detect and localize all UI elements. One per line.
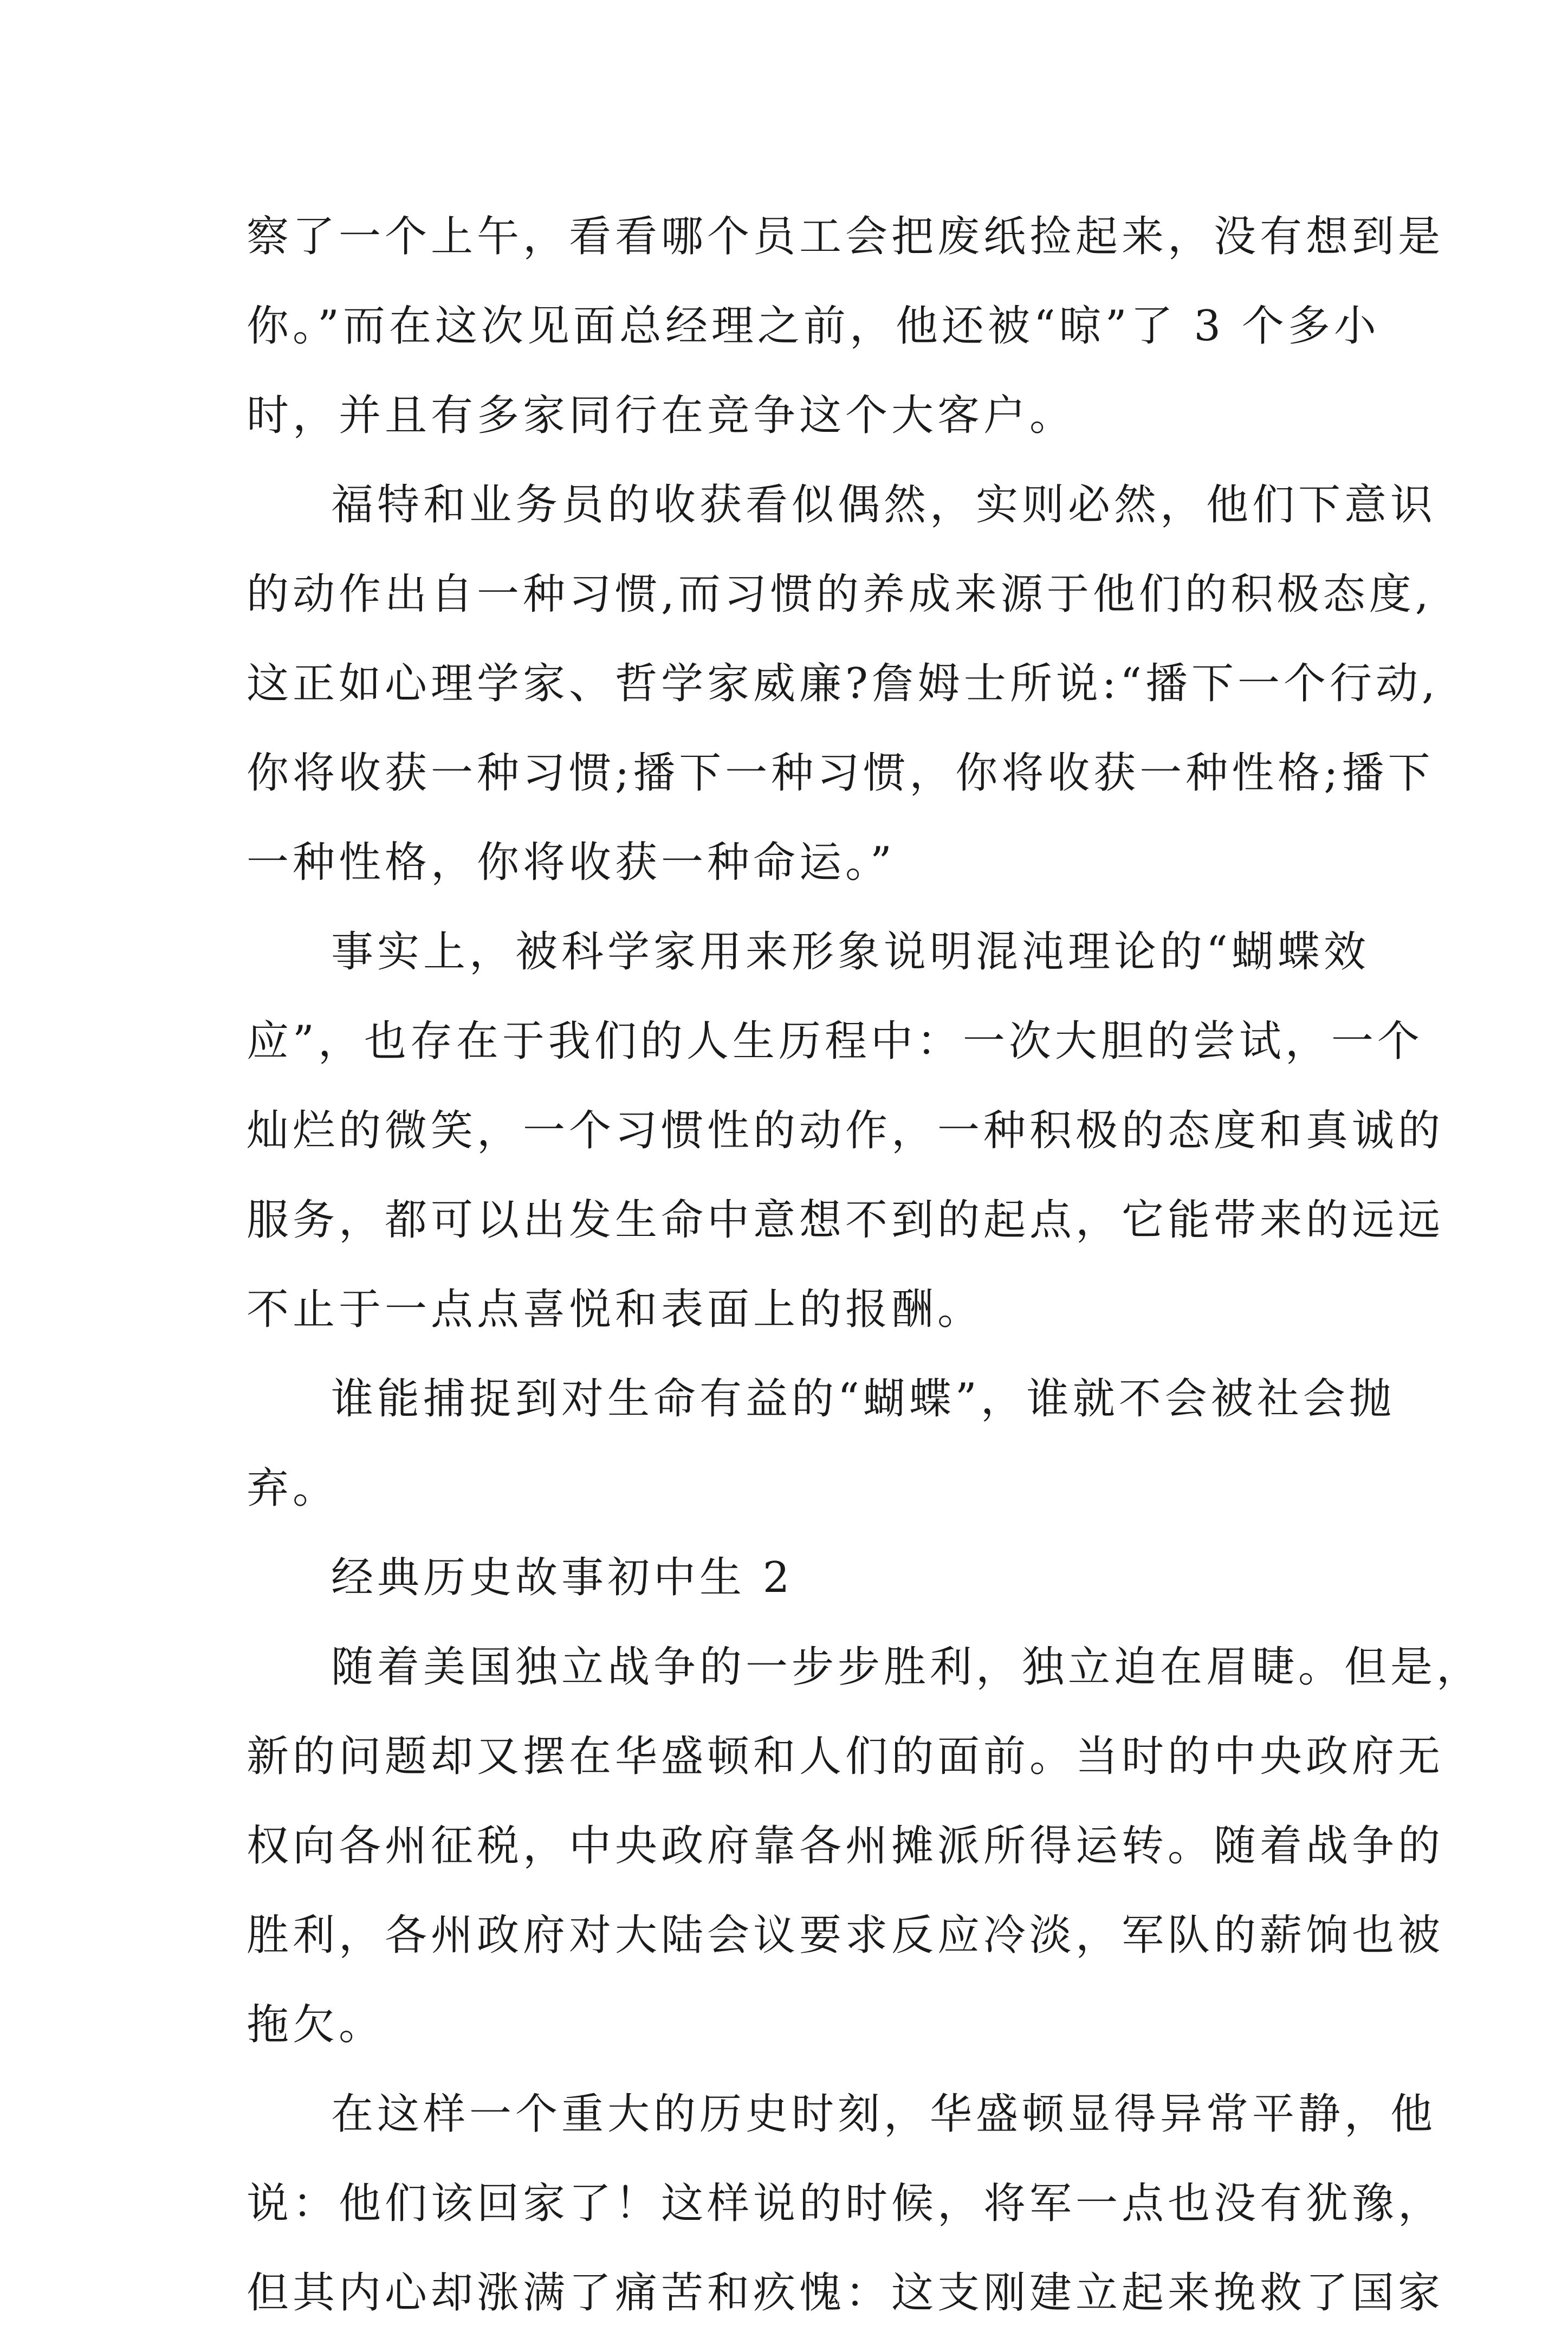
text-line: 拖欠。 [247, 2000, 385, 2049]
text-line: 灿烂的微笑，一个习惯性的动作，一种积极的态度和真诚的 [247, 1106, 1444, 1155]
section-heading [247, 1533, 1341, 1623]
paragraph [247, 461, 1439, 908]
text-line: 权向各州征税，中央政府靠各州摊派所得运转。随着战争的 [247, 1822, 1444, 1870]
paragraph [247, 908, 1444, 1355]
text-line: 察了一个上午，看看哪个员工会把废纸捡起来，没有想到是 [247, 212, 1444, 261]
text-line: 在这样一个重大的历史时刻，华盛顿显得异常平静，他 [331, 2090, 1437, 2139]
text-line: 事实上，被科学家用来形象说明混沌理论的“蝴蝶效 [331, 928, 1370, 976]
paragraph [247, 192, 1444, 461]
text-line: 不止于一点点喜悦和表面上的报酬。 [247, 1285, 984, 1334]
paragraph [247, 2070, 1444, 2338]
text-line: 应”，也存在于我们的人生历程中：一次大胆的尝试，一个 [247, 1017, 1423, 1066]
text-line: 谁能捕捉到对生命有益的“蝴蝶”，谁就不会被社会抛 [331, 1375, 1395, 1423]
text-line: 一种性格，你将收获一种命运。” [247, 838, 896, 887]
text-line: 随着美国独立战争的一步步胜利，独立迫在眉睫。但是， [331, 1643, 1483, 1692]
text-line: 服务，都可以出发生命中意想不到的起点，它能带来的远远 [247, 1196, 1444, 1245]
text-line: 你将收获一种习惯;播下一种习惯，你将收获一种性格;播下 [247, 749, 1434, 798]
paragraph [247, 1623, 1483, 2070]
heading-line: 经典历史故事初中生 2 [331, 1553, 794, 1602]
text-line: 新的问题却又摆在华盛顿和人们的面前。当时的中央政府无 [247, 1732, 1444, 1781]
paragraph [247, 1355, 1395, 1533]
text-line: 这正如心理学家、哲学家威廉?詹姆士所说:“播下一个行动, [247, 659, 1439, 708]
text-line: 时，并且有多家同行在竞争这个大客户。 [247, 391, 1076, 440]
text-line: 弃。 [247, 1464, 339, 1513]
text-line: 胜利，各州政府对大陆会议要求反应冷淡，军队的薪饷也被 [247, 1911, 1444, 1960]
text-line: 说：他们该回家了！这样说的时候，将军一点也没有犹豫， [247, 2179, 1444, 2228]
document-body [247, 192, 1483, 2338]
text-line: 你。”而在这次见面总经理之前，他还被“晾”了 3 个多小 [247, 302, 1380, 351]
text-line: 的动作出自一种习惯,而习惯的养成来源于他们的积极态度, [247, 570, 1433, 619]
text-line: 福特和业务员的收获看似偶然，实则必然，他们下意识 [331, 481, 1437, 529]
text-line: 但其内心却涨满了痛苦和疚愧：这支刚建立起来挽救了国家 [247, 2269, 1444, 2317]
